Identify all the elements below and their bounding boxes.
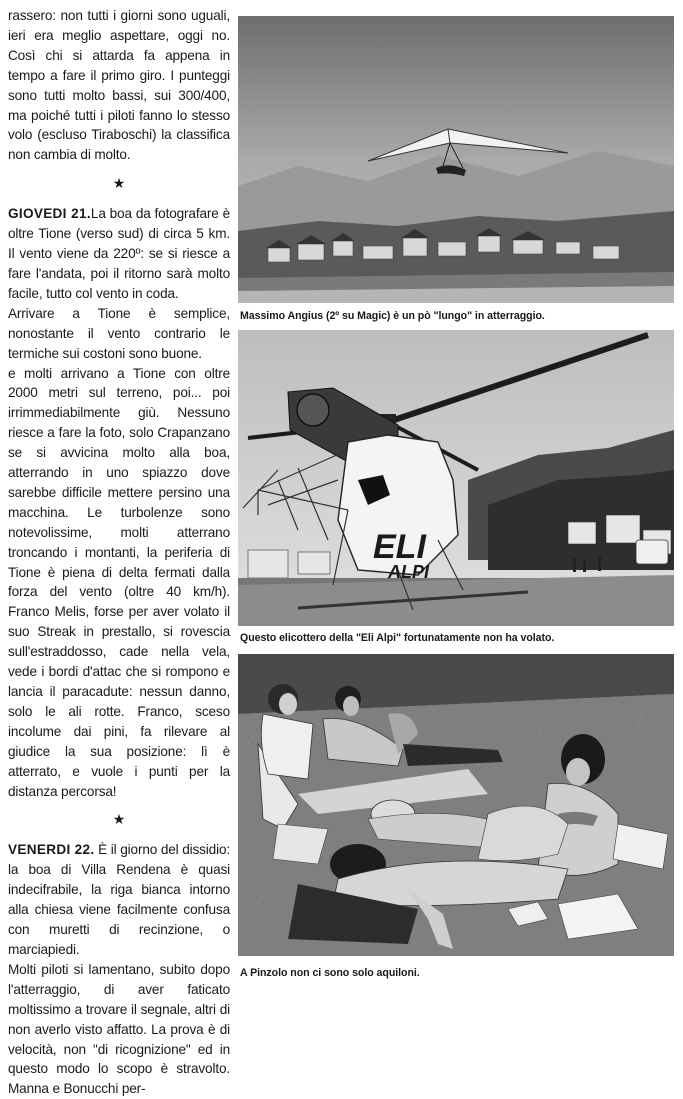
paragraph-intro: rassero: non tutti i giorni sono uguali, ieri era meglio aspettare, oggi no. Così chi si attarda fa appena in tempo a fare il primo giro. I punteggi sono tutti molto bassi, sui 300/400, ma poiché tutti i piloti fanno lo stesso volo (escluso Tiraboschi) la classifica non cambia di molto. [8,8,230,163]
separator-star-icon: ★ [112,811,126,828]
photo-hang-glider [238,16,674,303]
photo-people-image [238,654,674,956]
paragraph-venerdi-text: È il giorno del dissidio: la boa di Villa Rendena è quasi indecifrabile, la riga bianca intorno alla chiesa viene facilmente confusa con muretti di recinzione, o marciapiedi. [8,842,230,957]
photo-hang-glider-image [238,16,674,303]
paragraph-giovedi-text: La boa da fotografare è oltre Tione (verso sud) di circa 5 km. Il vento viene da 220º: se si riesce a fare l'andata, poi il ritorno sarà molto facile, tutto col vento in coda. [8,206,230,301]
paragraph-tione: Arrivare a Tione è semplice, nonostante il vento contrario le termiche sui costoni sono buone. [8,305,230,361]
paragraph-venerdi [8,840,230,959]
paragraph-piloti: Molti piloti si lamentano, subito dopo l'atterraggio, di aver faticato moltissimo a trovare il segnale, altri di non averlo visto affatto. La prova è di velocità, non "di ricognizione" ed in questo modo lo scopo è stravolto. Manna e Bonucchi per- [8,961,230,1097]
day-heading-giovedi: GIOVEDI 21. [8,206,91,222]
photo-helicopter [238,330,674,626]
caption-photo-3: A Pinzolo non ci sono solo aquiloni. [240,967,420,979]
paragraph-melis: e molti arrivano a Tione con oltre 2000 metri sul terreno, poi... poi irrimmediabilmente giù. Nessuno riesce a fare la foto, solo Crapanzano se si avvicina molto alla boa, atterrando in uno spiazzo dove sarebbe difficile mettere persino una macchina. Le turbolenze sono notevolissime, molti atterrano troncando i montanti, la periferia di Tione è piena di delta fermati dalla forza del vento (oltre 40 km/h). Franco Melis, forse per aver volato il suo Streak in prestallo, si rovescia sull'estraddosso, cade nella vela, vede i bordi d'attac che si rompono e lancia il paracadute: nessun danno, solo le ali rotte. Franco, sceso incolume dai pini, fa rilevare al giudice la sua posizione: lì è atterrato, e vuole i punti per la distanza percorsa! [8,365,230,799]
eli-alpi-logo-text-2: ALPI [388,562,430,582]
photo-people-on-grass [238,654,674,956]
day-heading-venerdi: VENERDI 22. [8,842,95,858]
eli-alpi-logo-text: ELI [373,528,426,566]
separator-star-icon: ★ [112,175,126,192]
caption-photo-2: Questo elicottero della "Eli Alpi" fortunatamente non ha volato. [240,632,555,644]
article-column [8,6,230,1099]
paragraph-giovedi [8,204,230,304]
photo-helicopter-image [238,330,674,626]
caption-photo-1: Massimo Angius (2º su Magic) è un pò "lungo" in atterraggio. [240,310,545,322]
